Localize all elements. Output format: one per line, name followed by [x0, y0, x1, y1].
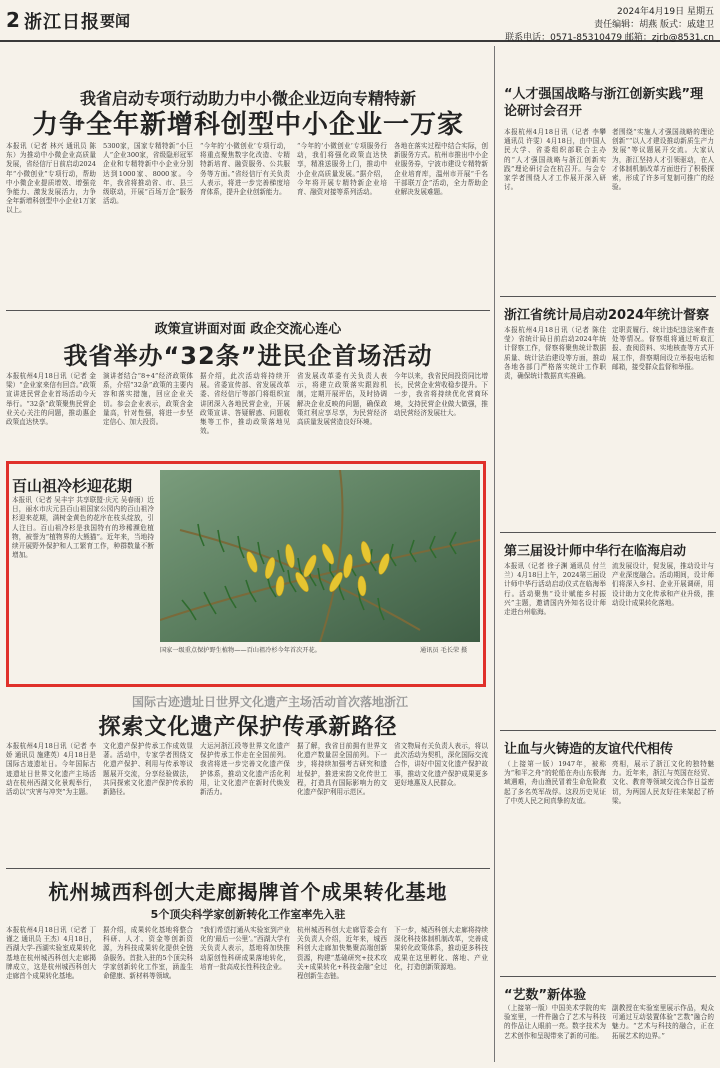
section-name: 要闻 [100, 12, 131, 30]
right1-col2: 者围绕“实施人才强国战略的理论创新”“以人才建设推动新质生产力发展”等议题展开交流。大家认为，浙江坚持人才引领驱动，在人才体制机制改革方面进行了积极探索，形成了许多可复制可推广的经验。 [612, 128, 714, 192]
story1-headline: 力争全年新增科创型中小企业一万家 [31, 110, 464, 140]
right1-col1: 本报杭州4月18日讯（记者 李攀 通讯员 许雯）4月18日，由中国人民大学、省委组织部联合主办的“人才强国战略与浙江创新实践”理论研讨会在杭召开。与会专家学者围绕人才工作展开深入研讨。 [504, 128, 606, 192]
editor-line: 责任编辑：胡燕 版式：戚建卫 [594, 20, 714, 30]
story2-col1: 本报杭州4月18日讯（记者 金梁）“企业家来信有回音。”政策宣讲进民营企业首场活动今天举行。“32条”政策聚焦民营企业关心关注的问题，推动惠企政策直达快享。 [6, 372, 96, 427]
right1-headline: “人才强国战略与浙江创新实践”理论研讨会召开 [504, 87, 704, 119]
paper-name: 浙江日报 [24, 12, 100, 33]
divider [500, 296, 716, 297]
story2-col4: 省发展改革委有关负责人表示，将建立政策落实跟踪机制，定期开展评估，及时协调解决企业反映的问题，确保政策红利应享尽享，为民营经济高质量发展营造良好环境。 [297, 372, 387, 427]
story1-col3: “今年的‘小微创业’专项行动，将重点聚焦数字化改造、专精特新培育、融资服务、公共服务等方面。”省经信厅有关负责人表示，将进一步完善梯度培育体系，提升企业创新能力。 [200, 142, 290, 197]
masthead [0, 0, 720, 42]
divider [500, 730, 716, 731]
photo-credit: 通讯员 毛长荣 摄 [420, 647, 468, 654]
right4-col2: 亮相，展示了浙江文化的独特魅力。近年来，浙江与英国在经贸、文化、教育等领域交流合作日益密切，为两国人民友好往来架起了桥梁。 [612, 760, 714, 805]
story2-headline: 我省举办“32条”进民企首场活动 [63, 342, 433, 370]
story1-col2: 5300家，国家专精特新“小巨人”企业300家，省级隐形冠军企业和专精特新中小企业分别达到1000家、8000家。今年，我省将推动省、市、县三级联动，开展“百场万企”服务活动。 [103, 142, 193, 206]
story1-col4: “今年的‘小微创业’专项服务行动，我们将强化政策直达快享，精准送服务上门，推动中小企业高质量发展。”据介绍，今年将开展专精特新企业培育、融资对接等系列活动。 [297, 142, 387, 197]
story3-col1: 本报杭州4月18日讯（记者 李娇 通讯员 施建英）4月18日是国际古迹遗址日。今年国际古迹遗址日世界文化遗产主场活动在杭州西湖文化景观举行，活动以“灾害与冲突”为主题。 [6, 742, 96, 797]
story4-subhead: 5个顶尖科学家创新转化工作室率先入驻 [150, 908, 346, 921]
story1-kicker: 我省启动专项行动助力中小微企业迈向专精特新 [79, 89, 416, 108]
right2-col2: 定职责履行、统计违纪违法案件查处等情况。督察组将通过听取汇报、查阅资料、实地核查等方式开展工作，督察期间设立举报电话和邮箱，接受群众监督和举报。 [612, 326, 714, 371]
story4-col5: 下一步，城西科创大走廊将持续深化科技体制机制改革，完善成果转化政策体系，推动更多科技成果在这里孵化、落地、产业化，打造创新策源地。 [394, 926, 488, 971]
right5-col1: （上接第一版）中国美术学院的实验室里，一件件融合了艺术与科技的作品让人眼前一亮。数字技术为艺术创作和呈现带来了新的可能。 [504, 1004, 606, 1040]
story3-col3: 大运河浙江段等世界文化遗产保护传承工作走在全国前列。我省将进一步完善文化遗产保护体系，推动文化遗产活化利用，让文化遗产在新时代焕发新活力。 [200, 742, 290, 797]
header-info [505, 6, 714, 45]
right2-col1: 本报杭州4月18日讯（记者 陈佳莹）省统计局日前启动2024年统计督察工作，督察将聚焦统计数据质量、统计法治建设等方面，推动各地各部门严格落实统计工作职责，确保统计数据真实准确。 [504, 326, 606, 381]
divider [6, 868, 490, 869]
divider [6, 310, 490, 311]
story3-col5: 省文物局有关负责人表示，将以此次活动为契机，深化国际交流合作，讲好中国文化遗产保护故事，推动文化遗产保护成果更多更好地惠及人民群众。 [394, 742, 488, 787]
right3-col1: 本报讯（记者 徐子渊 通讯员 付兰兰）4月18日上午，2024第三届设计师中华行活动启动仪式在临海举行。活动聚焦“设计赋能乡村振兴”主题，邀请国内外知名设计师走进台州临海。 [504, 562, 606, 617]
story3-col4: 据了解，我省目前拥有世界文化遗产数量居全国前列。下一步，将持续加强考古研究和遗址保护，推进宋韵文化传世工程，打造具有国际影响力的文化遗产保护利用示范区。 [297, 742, 387, 797]
contact-line: 联系电话：0571-85310479 邮箱：zjrb@8531.cn [505, 33, 714, 43]
story3-overlay-kicker: 国际古迹遗址日世界文化遗产主场活动首次落地浙江 [131, 695, 408, 709]
photo-story-title: 百山祖冷杉迎花期 [12, 477, 133, 495]
story3-headline: 探索文化遗产保护传承新路径 [98, 715, 398, 740]
story2-col5: 今年以来，我省民间投资同比增长，民营企业营收稳步提升。下一步，我省将持续优化营商环境，支持民营企业做大做强，推动民营经济发展壮大。 [394, 372, 488, 417]
story4-col2: 据介绍，成果转化基地将整合科研、人才、资金等创新资源，为科技成果转化提供全链条服务。首批入驻的5个顶尖科学家创新转化工作室，涵盖生命健康、新材料等领域。 [103, 926, 193, 981]
story4-headline: 杭州城西科创大走廊揭牌首个成果转化基地 [48, 880, 448, 904]
story3-col2: 文化遗产保护传承工作成效显著。活动中，专家学者围绕文化遗产保护、利用与传承等议题展开交流，分享经验做法，共同探索文化遗产保护传承的新路径。 [103, 742, 193, 797]
divider [500, 976, 716, 977]
divider [500, 532, 716, 533]
date-line: 2024年4月19日 星期五 [617, 7, 714, 17]
right5-headline: “艺数”新体验 [504, 988, 587, 1003]
story4-col3: “我们希望打通从实验室到产业化的‘最后一公里’。”西湖大学有关负责人表示，基地将加快推动原创性科研成果落地转化，培育一批高成长性科技企业。 [200, 926, 290, 971]
story2-kicker: 政策宣讲面对面 政企交流心连心 [154, 322, 342, 337]
right4-col1: （上接第一版）1947年，被称为“和平之舟”的轮船在舟山东极海域遇难，舟山渔民冒着生命危险救起了多名英军战俘。这段历史见证了中英人民之间真挚的友谊。 [504, 760, 606, 805]
page-number: 2 [6, 8, 20, 32]
story4-col1: 本报杭州4月18日讯（记者 丁谨之 通讯员 王杰）4月18日，西湖大学-西湖实验室成果转化基地在杭州城西科创大走廊揭牌成立，这是杭州城西科创大走廊首个成果转化基地。 [6, 926, 96, 981]
right3-col2: 流发展设计，促发展，推动设计与产业深度融合。活动期间，设计师们将深入乡村、企业开展调研，用设计助力文化传承和产业升级，推动设计成果转化落地。 [612, 562, 714, 607]
story1-col1: 本报讯（记者 林兴 通讯员 陈东）为推动中小微企业高质量发展，省经信厅日前启动2024年“小微创业”专项行动，帮助中小微企业提质增效、增强竞争能力、激发发展活力，力争全年新增科创型中小企业1万家以上。 [6, 142, 96, 215]
right4-headline: 让血与火铸造的友谊代代相传 [504, 742, 674, 757]
right2-headline: 浙江省统计局启动2024年统计督察 [504, 308, 710, 323]
story2-col2: 演讲者结合“8+4”经济政策体系，介绍“32条”政策的主要内容和落实措施，回应企业关切。参会企业表示，政策含金量高，针对性强，将进一步坚定信心、加大投资。 [103, 372, 193, 427]
story1-col5: 各地在落实过程中结合实际，创新服务方式。杭州市推出中小企业服务券，宁波市建设专精特新企业培育库，温州市开展“千名干部联万企”活动，全力帮助企业解决发展难题。 [394, 142, 488, 197]
right3-headline: 第三届设计师中华行在临海启动 [504, 544, 687, 559]
column-divider [494, 46, 495, 1062]
fir-photo [160, 470, 480, 642]
story2-col3: 据介绍，此次活动将持续开展。省委宣传部、省发展改革委、省经信厅等部门将组织宣讲团深入各地民营企业，开展政策宣讲、答疑解惑、问题收集等工作，推动政策落地见效。 [200, 372, 290, 436]
photo-caption: 国家一级重点保护野生植物——百山祖冷杉今年首次开花。 [160, 647, 321, 654]
photo-story-body: 本报讯（记者 吴丰宇 共享联盟·庆元 吴春雨）近日，丽水市庆元县百山祖国家公园内的百山祖冷杉迎来花期，满树金黄色的花序在枝头绽放，引人注目。百山祖冷杉是我国特有的珍稀濒危植物，被誉为“植物界的大熊猫”。近年来，当地持续开展野外保护和人工繁育工作，种群数量不断增加。 [12, 496, 154, 560]
right5-col2: 副教授在实验室里展示作品，观众可通过互动装置体验“艺数”融合的魅力。“艺术与科技的融合，正在拓展艺术的边界。” [612, 1004, 714, 1040]
story4-col4: 杭州城西科创大走廊管委会有关负责人介绍，近年来，城西科创大走廊加快集聚高端创新资源，构建“基础研究+技术攻关+成果转化+科技金融”全过程创新生态链。 [297, 926, 387, 981]
